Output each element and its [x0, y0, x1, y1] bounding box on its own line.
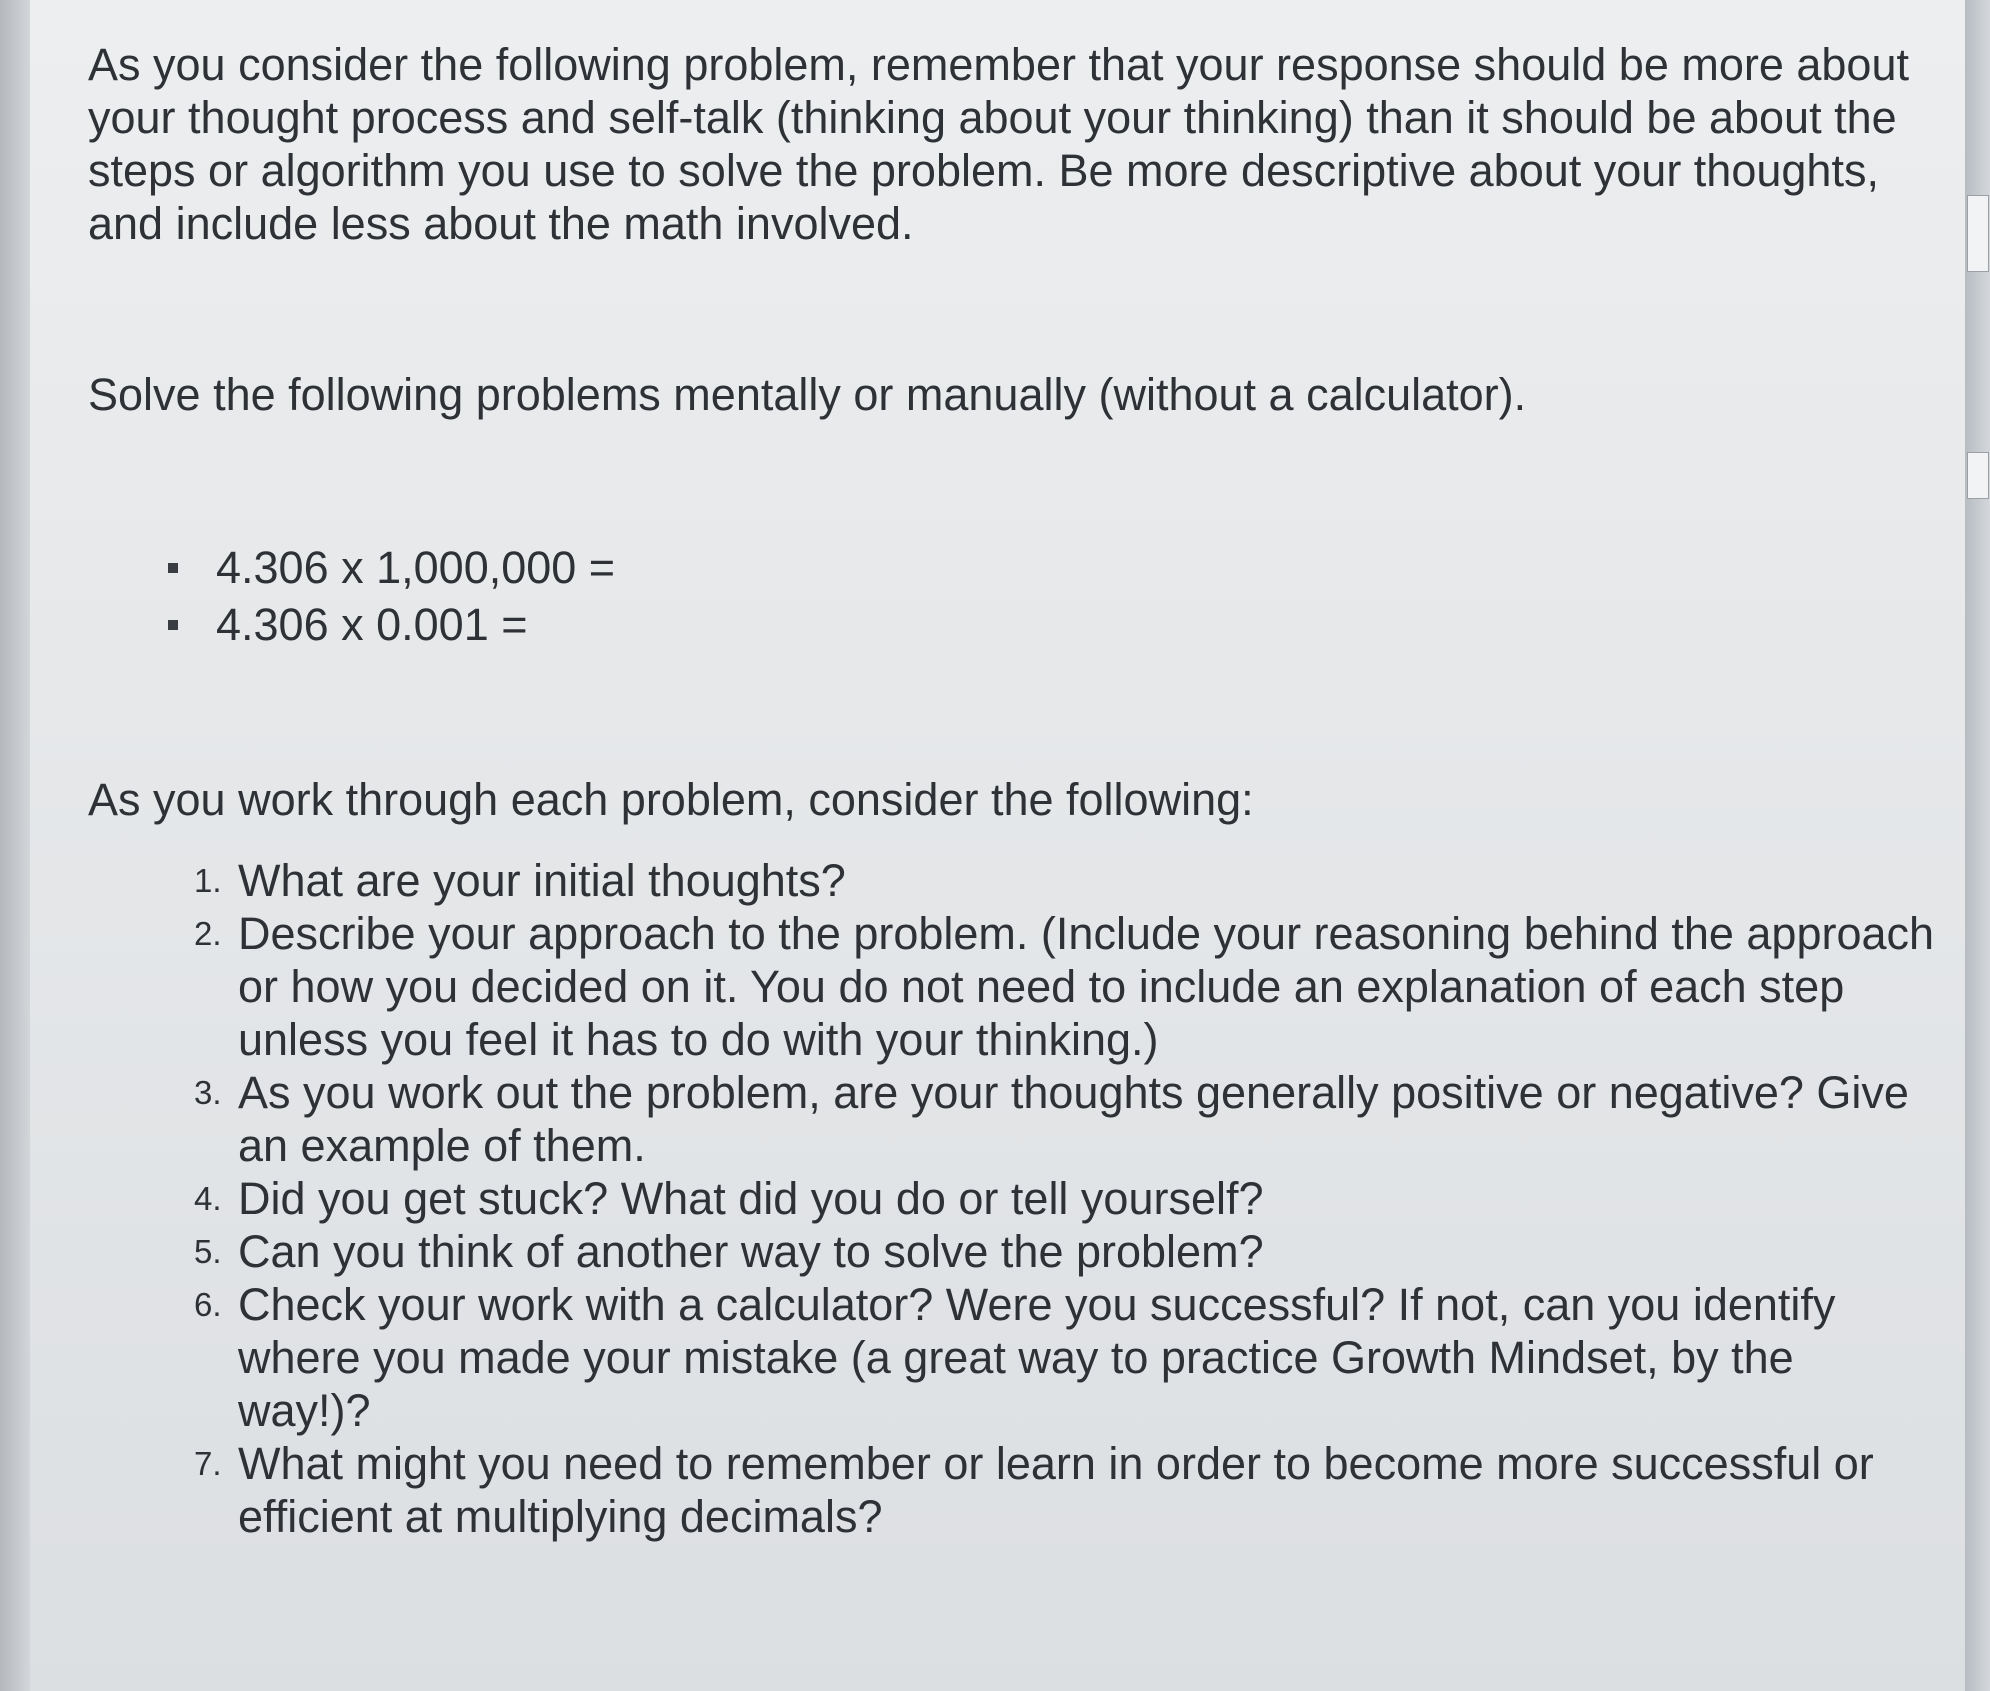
- question-number: 6.: [194, 1286, 222, 1323]
- bullet-icon: [168, 563, 178, 573]
- question-number: 2.: [194, 915, 222, 952]
- screen-bezel-left: [0, 0, 30, 1691]
- question-item: [88, 1437, 1938, 1543]
- problem-list: [88, 539, 1938, 653]
- question-number: 3.: [194, 1074, 222, 1111]
- question-text: Describe your approach to the problem. (Include your reasoning behind the approach or how you decided on it. You do not need to include an explanation of each step unless you feel it has to do with your thinking.): [238, 908, 1935, 1065]
- question-number: 1.: [194, 862, 222, 899]
- question-text: Check your work with a calculator? Were you successful? If not, can you identify where you made your mistake (a great way to practice Growth Mindset, by the way!)?: [238, 1279, 1836, 1436]
- question-text: What might you need to remember or learn in order to become more successful or efficient at multiplying decimals?: [238, 1438, 1874, 1542]
- assignment-page: [30, 0, 1965, 1691]
- question-item: [88, 907, 1938, 1066]
- problem-text: 4.306 x 0.001 =: [216, 599, 528, 650]
- problem-item: [168, 596, 1938, 653]
- question-item: [88, 1225, 1938, 1278]
- question-text: Can you think of another way to solve the problem?: [238, 1226, 1264, 1277]
- question-number: 7.: [194, 1445, 222, 1482]
- intro-paragraph: As you consider the following problem, remember that your response should be more about your thought process and self-talk (thinking about your thinking) than it should be about the steps or algorithm you use to solve the problem. Be more descriptive about your thoughts, and include less about the math involved.: [88, 39, 1909, 249]
- question-list: [88, 854, 1938, 1543]
- instruction-text: Solve the following problems mentally or manually (without a calculator).: [88, 369, 1527, 420]
- question-number: 5.: [194, 1233, 222, 1270]
- scrollbar-thumb[interactable]: [1967, 195, 1989, 272]
- question-item: [88, 1278, 1938, 1437]
- question-item: [88, 854, 1938, 907]
- window-scrollbar[interactable]: [1965, 0, 1990, 1691]
- question-item: [88, 1172, 1938, 1225]
- side-panel-tab[interactable]: [1967, 452, 1989, 499]
- question-number: 4.: [194, 1180, 222, 1217]
- assignment-content: [88, 38, 1938, 1543]
- follow-intro-text: As you work through each problem, consider the following:: [88, 774, 1254, 825]
- problem-item: [168, 539, 1938, 596]
- question-text: As you work out the problem, are your thoughts generally positive or negative? Give an example of them.: [238, 1067, 1909, 1171]
- bullet-icon: [168, 620, 178, 630]
- question-text: What are your initial thoughts?: [238, 855, 846, 906]
- question-text: Did you get stuck? What did you do or tell yourself?: [238, 1173, 1264, 1224]
- problem-text: 4.306 x 1,000,000 =: [216, 542, 616, 593]
- question-item: [88, 1066, 1938, 1172]
